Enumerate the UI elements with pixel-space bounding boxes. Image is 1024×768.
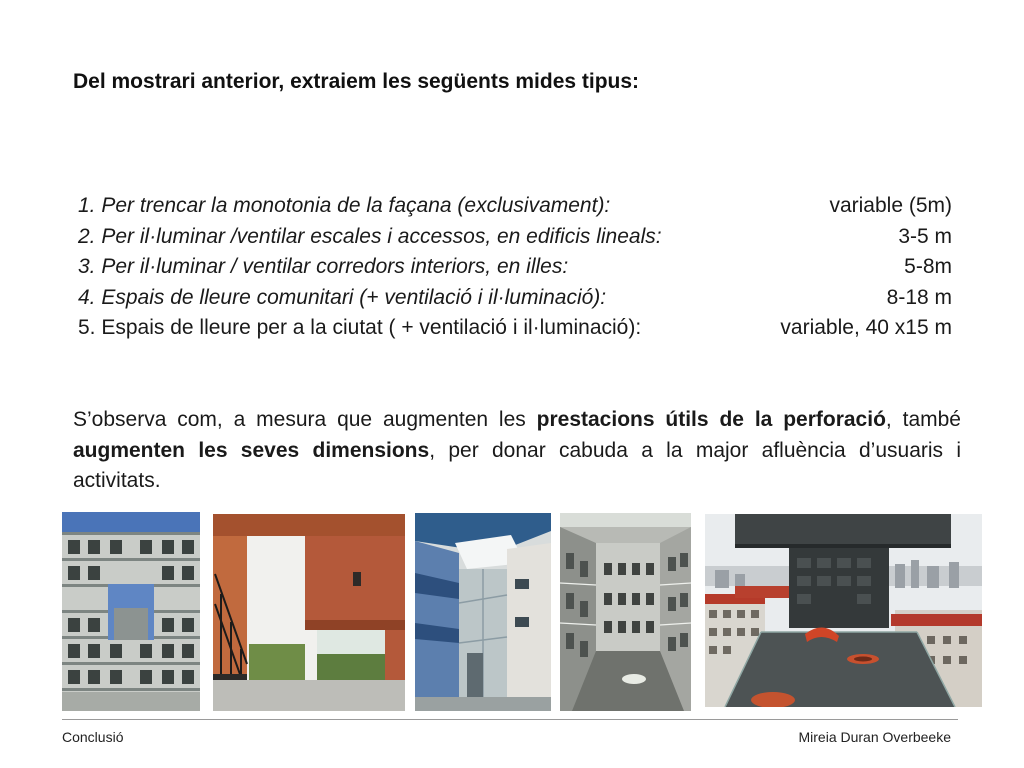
- footer-divider: [62, 719, 958, 720]
- urban-terrace-photo: [705, 514, 982, 707]
- list-item: [78, 315, 958, 346]
- paragraph-text: , per donar cabuda a la major afluència d’usuaris i activitats.: [73, 438, 962, 492]
- dimensions-list: [78, 193, 958, 346]
- list-item-value: 8-18 m: [886, 285, 952, 309]
- list-item-label: 3. Per il·luminar / ventilar corredors interiors, en illes:: [78, 255, 569, 278]
- list-item-value: 3-5 m: [898, 224, 952, 248]
- list-item-value: 5-8m: [904, 255, 952, 278]
- footer-author: Mireia Duran Overbeeke: [798, 729, 951, 745]
- list-item: [78, 285, 958, 316]
- paragraph-emphasis: augmenten les seves dimensions: [73, 438, 430, 462]
- list-item-label: 5. Espais de lleure per a la ciutat ( + ventilació i il·luminació):: [78, 316, 642, 339]
- paragraph-text: , també: [885, 408, 961, 431]
- paragraph-text: S’observa com, a mesura que augmenten les: [73, 408, 537, 431]
- slide-title: Del mostrari anterior, extraiem les següents mides tipus:: [73, 70, 640, 93]
- conclusion-paragraph: [73, 405, 961, 497]
- list-item: [78, 193, 958, 224]
- list-item-label: 4. Espais de lleure comunitari (+ ventilació i il·luminació):: [78, 285, 607, 309]
- list-item-label: 2. Per il·luminar /ventilar escales i accessos, en edificis lineals:: [78, 224, 662, 248]
- list-item-value: variable (5m): [829, 194, 952, 217]
- glass-corridor-photo: [415, 513, 551, 711]
- list-item-value: variable, 40 x15 m: [780, 316, 952, 339]
- paragraph-emphasis: prestacions útils de la perforació: [536, 408, 886, 431]
- list-item-label: 1. Per trencar la monotonia de la façana (exclusivament):: [78, 194, 611, 217]
- facade-perforation-photo: [62, 512, 200, 711]
- list-item: [78, 254, 958, 285]
- ochre-stair-photo: [213, 514, 405, 711]
- footer-section-label: Conclusió: [62, 729, 124, 745]
- interior-courtyard-photo: [560, 513, 691, 711]
- photo-strip: [0, 511, 1024, 711]
- list-item: [78, 224, 958, 255]
